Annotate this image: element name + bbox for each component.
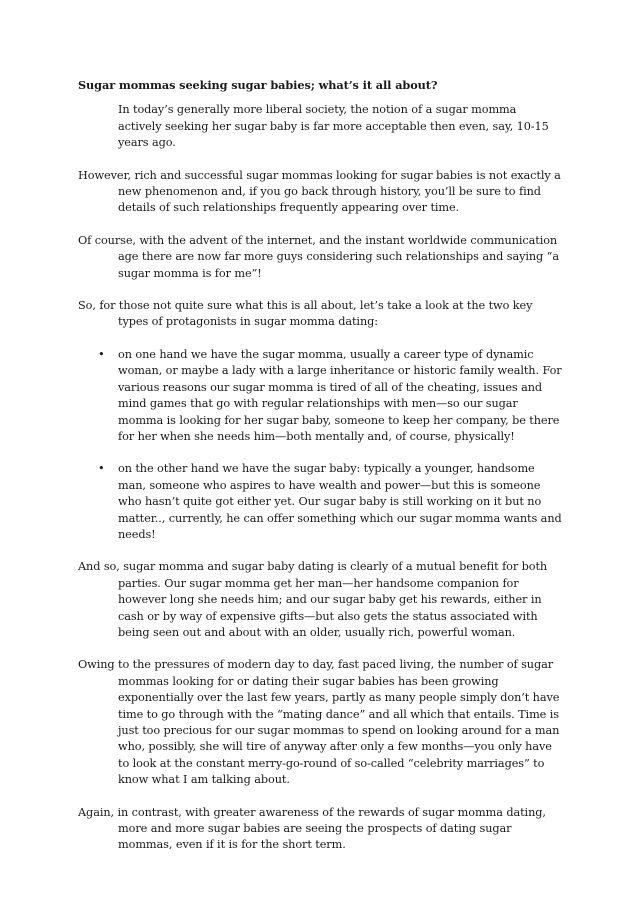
bullet-item (78, 347, 562, 445)
bullet-item (78, 461, 562, 543)
bullet-icon: • (98, 347, 105, 361)
paragraph: Of course, with the advent of the internet, and the instant worldwide communication age there are now far more guys considering such relationships and saying “a sugar momma is for me”! (78, 233, 559, 280)
document-title: Sugar mommas seeking sugar babies; what’s it all about? (78, 78, 438, 92)
bullet-icon: • (98, 462, 105, 476)
document-body (78, 77, 562, 870)
bullet-text: on one hand we have the sugar momma, usually a career type of dynamic woman, or maybe a lady with a large inheritance or historic family wealth. For various reasons our sugar momma is tired of all of the cheating, issues and mind games that go with regular relationships with men—so our sugar momma is looking for her sugar baby, someone to keep her company, be there for her when she needs him—both mentally and, of course, physically! (118, 347, 562, 443)
paragraph: Again, in contrast, with greater awareness of the rewards of sugar momma dating, more and more sugar babies are seeing the prospects of dating sugar mommas, even if it is for the short term. (78, 805, 546, 852)
bullet-list (78, 347, 562, 543)
paragraph: And so, sugar momma and sugar baby dating is clearly of a mutual benefit for both parties. Our sugar momma get her man—her handsome companion for however long she needs him; and our sugar baby get his rewards, either in cash or by way of expensive gifts—but also gets the status associated with being seen out and about with an older, usually rich, powerful woman. (78, 560, 548, 639)
paragraph: So, for those not quite sure what this is all about, let’s take a look at the two key types of protagonists in sugar momma dating: (78, 299, 533, 329)
paragraph: However, rich and successful sugar mommas looking for sugar babies is not exactly a new phenomenon and, if you go back through history, you’ll be sure to find details of such relationships frequently appearing over time. (78, 168, 561, 215)
bullet-text: on the other hand we have the sugar baby: typically a younger, handsome man, someone who aspires to have wealth and power—but this is someone who hasn’t quite got either yet. Our sugar baby is still working on it but no matter.., currently, he can offer something which our sugar momma wants and needs! (118, 462, 562, 541)
intro-paragraph: In today’s generally more liberal society, the notion of a sugar momma actively seeking her sugar baby is far more acceptable then even, say, 10-15 years ago. (118, 103, 549, 150)
paragraph: Owing to the pressures of modern day to day, fast paced living, the number of sugar mommas looking for or dating their sugar babies has been growing exponentially over the last few years, partly as many people simply don’t have time to go through with the “mating dance” and all which that entails. Time is just too precious for our sugar mommas to spend on looking around for a man who, possibly, she will tire of anyway after only a few months—you only have to look at the constant merry-go-round of so-called “celebrity marriages” to know what I am talking about. (78, 658, 560, 787)
